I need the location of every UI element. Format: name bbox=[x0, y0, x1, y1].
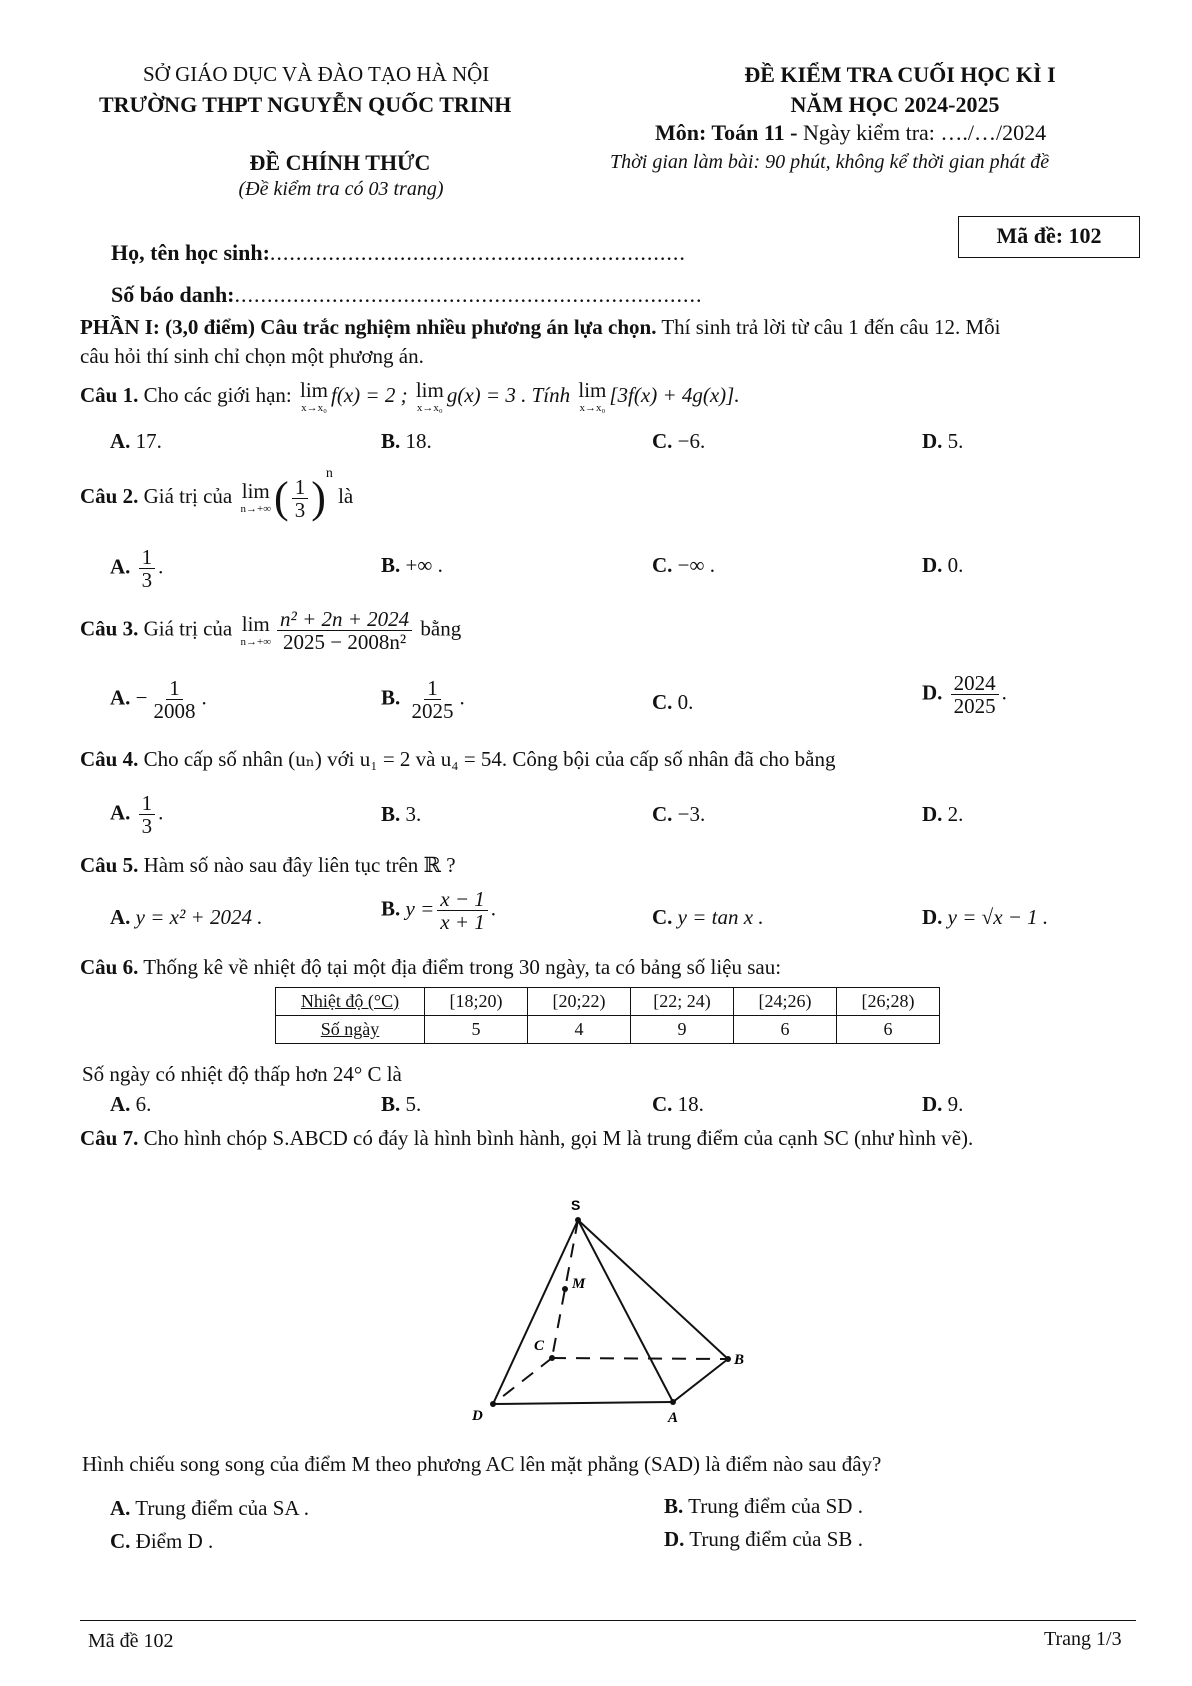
pages-note: (Đề kiểm tra có 03 trang) bbox=[238, 178, 444, 200]
option-letter: D. bbox=[922, 429, 943, 453]
lim-symbol: lim bbox=[415, 378, 444, 402]
question-label: Câu 7. bbox=[80, 1126, 139, 1150]
option-text: 6. bbox=[130, 1092, 152, 1116]
question-6 bbox=[80, 955, 781, 980]
department-name: SỞ GIÁO DỤC VÀ ĐÀO TẠO HÀ NỘI bbox=[143, 62, 490, 86]
student-id-field[interactable]: ........................................................................ bbox=[234, 282, 703, 307]
option-tail: . bbox=[459, 685, 465, 710]
exam-code: Mã đề: 102 bbox=[996, 223, 1102, 248]
option-d[interactable] bbox=[922, 1092, 963, 1117]
point-a bbox=[670, 1399, 676, 1405]
exam-title: ĐỀ KIỂM TRA CUỐI HỌC KÌ I bbox=[744, 62, 1056, 87]
fraction-denominator: 2025 bbox=[953, 694, 996, 719]
question-tail: bằng bbox=[420, 616, 462, 641]
label-m: M bbox=[572, 1276, 586, 1292]
question-label: Câu 5. bbox=[80, 853, 139, 877]
lim-subscript: n→+∞ bbox=[240, 635, 272, 648]
table-cell: Nhiệt độ (°C) bbox=[276, 988, 425, 1016]
table-cell: 4 bbox=[528, 1016, 631, 1044]
lim-subscript: x→x₀ bbox=[416, 402, 443, 414]
table-cell: [24;26) bbox=[734, 988, 837, 1016]
option-text: 18. bbox=[672, 1092, 704, 1116]
option-text: 0. bbox=[942, 553, 964, 577]
option-letter: B. bbox=[381, 1092, 401, 1116]
option-d[interactable] bbox=[922, 672, 1007, 717]
temperature-table bbox=[275, 987, 940, 1044]
fraction-denominator: 2025 − 2008n² bbox=[283, 630, 407, 655]
edge-ab bbox=[673, 1359, 728, 1402]
lim-symbol: lim bbox=[300, 378, 329, 402]
fraction-numerator: 2024 bbox=[951, 672, 999, 695]
option-letter: B. bbox=[381, 685, 401, 710]
point-m bbox=[562, 1286, 568, 1292]
option-text: y = tan x . bbox=[672, 905, 764, 929]
edge-da bbox=[493, 1402, 673, 1404]
limit-g: g(x) = 3 . Tính bbox=[446, 382, 571, 407]
option-text: y = x² + 2024 . bbox=[130, 905, 263, 929]
edge-sd bbox=[493, 1220, 578, 1404]
option-tail: . bbox=[1001, 680, 1007, 705]
option-d[interactable] bbox=[922, 802, 963, 827]
option-text: Trung điểm của SA . bbox=[130, 1496, 309, 1520]
point-d bbox=[490, 1401, 496, 1407]
option-letter: C. bbox=[652, 553, 673, 577]
edge-sb bbox=[578, 1220, 728, 1359]
question-label: Câu 4. bbox=[80, 747, 139, 771]
option-letter: B. bbox=[381, 802, 401, 826]
option-a[interactable] bbox=[110, 677, 207, 722]
fraction-numerator: n² + 2n + 2024 bbox=[277, 608, 412, 631]
official-label: ĐỀ CHÍNH THỨC bbox=[249, 150, 431, 175]
option-letter: D. bbox=[922, 553, 943, 577]
subject-label: Môn: Toán 11 - bbox=[655, 120, 798, 145]
option-c[interactable] bbox=[652, 553, 715, 578]
option-tail: . bbox=[158, 554, 164, 579]
table-cell: Số ngày bbox=[276, 1016, 425, 1044]
option-b[interactable] bbox=[381, 802, 421, 827]
option-text: 0. bbox=[672, 690, 694, 714]
edge-sa bbox=[578, 1220, 673, 1402]
option-letter: D. bbox=[922, 905, 943, 929]
student-name-line bbox=[111, 240, 686, 266]
pyramid-figure bbox=[460, 1190, 770, 1430]
question-label: Câu 3. bbox=[80, 616, 139, 641]
question-7 bbox=[80, 1126, 973, 1151]
fraction-denominator: 3 bbox=[141, 568, 153, 593]
option-letter: C. bbox=[110, 1529, 131, 1553]
option-a[interactable] bbox=[110, 1496, 309, 1521]
exam-code-box bbox=[958, 216, 1140, 258]
fraction-numerator: 1 bbox=[139, 792, 156, 815]
question-text: Thống kê về nhiệt độ tại một địa điểm trong 30 ngày, ta có bảng số liệu sau: bbox=[138, 955, 782, 979]
question-label: Câu 2. bbox=[80, 484, 139, 508]
option-letter: C. bbox=[652, 905, 673, 929]
fraction-denominator: 3 bbox=[141, 814, 153, 839]
table-row bbox=[276, 1016, 940, 1044]
fraction-denominator: 3 bbox=[294, 497, 306, 522]
footer-divider bbox=[80, 1620, 1136, 1621]
option-letter: A. bbox=[110, 905, 131, 929]
question-text: Hàm số nào sau đây liên tục trên ℝ ? bbox=[138, 853, 456, 877]
option-c[interactable] bbox=[652, 905, 764, 930]
fraction-denominator: 2008 bbox=[153, 699, 196, 724]
table-cell: 5 bbox=[425, 1016, 528, 1044]
fraction-numerator: 1 bbox=[166, 677, 183, 700]
option-c[interactable] bbox=[652, 1092, 704, 1117]
question-label: Câu 6. bbox=[80, 955, 139, 979]
subject-line bbox=[655, 120, 1046, 146]
label-s: S bbox=[571, 1197, 581, 1213]
option-text: 5. bbox=[942, 429, 964, 453]
option-letter: D. bbox=[922, 680, 943, 705]
fraction-numerator: 1 bbox=[424, 677, 441, 700]
question-text: Cho cấp số nhân (uₙ) với u₁ = 2 và u₄ = 54. Công bội của cấp số nhân đã cho bằng bbox=[138, 747, 836, 771]
option-text: Trung điểm của SD . bbox=[683, 1494, 863, 1518]
lim-subscript: n→+∞ bbox=[240, 503, 272, 516]
question-5 bbox=[80, 853, 456, 878]
option-text: 3. bbox=[400, 802, 422, 826]
option-a[interactable] bbox=[110, 1092, 151, 1117]
point-c bbox=[549, 1355, 555, 1361]
option-b[interactable] bbox=[381, 429, 432, 454]
point-s bbox=[575, 1217, 581, 1223]
exponent: n bbox=[325, 466, 333, 481]
option-tail: . bbox=[490, 896, 497, 921]
question-3 bbox=[80, 608, 461, 653]
point-b bbox=[725, 1356, 731, 1362]
option-letter: A. bbox=[110, 1092, 131, 1116]
option-b[interactable] bbox=[381, 888, 496, 933]
option-letter: A. bbox=[110, 554, 131, 579]
option-letter: B. bbox=[381, 553, 401, 577]
question-2: Câu 2. Giá trị của lim n→+∞ ( $\frac{1}{3}$ )$^n$ là bbox=[80, 466, 354, 523]
option-text: +∞ . bbox=[400, 553, 443, 577]
question-tail: là bbox=[338, 484, 354, 508]
option-tail: . bbox=[158, 800, 164, 825]
option-letter: A. bbox=[110, 685, 131, 710]
option-letter: D. bbox=[922, 802, 943, 826]
option-text: −3. bbox=[672, 802, 706, 826]
student-id-line bbox=[111, 282, 703, 308]
table-cell: 9 bbox=[631, 1016, 734, 1044]
question-6-subquestion: Số ngày có nhiệt độ thấp hơn 24° C là bbox=[82, 1062, 402, 1086]
question-text: Cho các giới hạn: bbox=[138, 382, 292, 407]
table-header-row bbox=[276, 988, 940, 1016]
question-label: Câu 1. bbox=[80, 382, 139, 407]
option-letter: B. bbox=[664, 1494, 684, 1518]
edge-cd bbox=[493, 1358, 552, 1404]
option-c[interactable] bbox=[110, 1529, 213, 1554]
option-d[interactable] bbox=[922, 429, 963, 454]
label-d: D bbox=[472, 1408, 483, 1424]
option-d[interactable] bbox=[922, 553, 963, 578]
option-text: 2. bbox=[942, 802, 964, 826]
table-cell: [26;28) bbox=[837, 988, 940, 1016]
option-letter: D. bbox=[664, 1527, 685, 1551]
option-a[interactable] bbox=[110, 429, 162, 454]
option-letter: B. bbox=[381, 429, 401, 453]
label-a: A bbox=[668, 1410, 679, 1426]
option-b[interactable] bbox=[664, 1494, 863, 1519]
option-letter: A. bbox=[110, 429, 131, 453]
student-name-label: Họ, tên học sinh: bbox=[111, 240, 270, 265]
edge-cb bbox=[552, 1358, 728, 1359]
limit-f: f(x) = 2 ; bbox=[331, 382, 408, 407]
option-text: −6. bbox=[672, 429, 706, 453]
school-year: NĂM HỌC 2024-2025 bbox=[790, 92, 1000, 117]
option-text: 17. bbox=[130, 429, 162, 453]
footer-page-number: Trang 1/3 bbox=[1044, 1628, 1122, 1650]
table-cell: [20;22) bbox=[528, 988, 631, 1016]
option-b[interactable] bbox=[381, 553, 443, 578]
part1-instructions-2: câu hỏi thí sinh chỉ chọn một phương án. bbox=[80, 344, 424, 368]
option-letter: C. bbox=[652, 802, 673, 826]
label-b: B bbox=[734, 1352, 745, 1368]
student-id-label: Số báo danh: bbox=[111, 282, 235, 307]
option-letter: A. bbox=[110, 800, 131, 825]
option-a[interactable] bbox=[110, 792, 163, 837]
option-tail: . bbox=[201, 685, 207, 710]
table-cell: 6 bbox=[734, 1016, 837, 1044]
footer-exam-code: Mã đề 102 bbox=[88, 1630, 174, 1652]
option-text: 9. bbox=[942, 1092, 964, 1116]
limit-expression: [3f(x) + 4g(x)]. bbox=[609, 382, 740, 407]
minus-sign: − bbox=[135, 685, 148, 710]
time-note: Thời gian làm bài: 90 phút, không kể thời gian phát đề bbox=[610, 151, 1050, 173]
option-text: −∞ . bbox=[672, 553, 715, 577]
option-text: Trung điểm của SB . bbox=[684, 1527, 863, 1551]
option-c[interactable] bbox=[652, 429, 705, 454]
option-d[interactable] bbox=[664, 1527, 863, 1552]
option-c[interactable] bbox=[652, 690, 693, 715]
option-letter: C. bbox=[652, 429, 673, 453]
part1-heading bbox=[80, 315, 1001, 340]
option-text: 5. bbox=[400, 1092, 422, 1116]
school-name: TRƯỜNG THPT NGUYỄN QUỐC TRINH bbox=[99, 92, 512, 117]
part1-instructions: Thí sinh trả lời từ câu 1 đến câu 12. Mỗi bbox=[656, 315, 1001, 339]
fraction-numerator: 1 bbox=[292, 476, 309, 499]
option-b[interactable] bbox=[381, 677, 465, 722]
fraction-numerator: x − 1 bbox=[437, 888, 488, 911]
option-text: y = √x − 1 . bbox=[942, 905, 1049, 929]
part1-title: PHẦN I: (3,0 điểm) Câu trắc nghiệm nhiều phương án lựa chọn. bbox=[80, 315, 657, 339]
fraction-numerator: 1 bbox=[139, 546, 156, 569]
lim-subscript: x→x₀ bbox=[579, 402, 606, 414]
fraction-denominator: 2025 bbox=[411, 699, 454, 724]
table-cell: [22; 24) bbox=[631, 988, 734, 1016]
option-b[interactable] bbox=[381, 1092, 421, 1117]
lim-symbol: lim bbox=[241, 479, 270, 504]
student-name-field[interactable]: ................................................................ bbox=[269, 240, 686, 265]
label-c: C bbox=[534, 1338, 545, 1354]
exam-date: Ngày kiểm tra: …./…/2024 bbox=[797, 120, 1047, 145]
lim-subscript: x→x₀ bbox=[301, 402, 327, 414]
table-cell: [18;20) bbox=[425, 988, 528, 1016]
option-a[interactable] bbox=[110, 905, 262, 930]
question-text: Cho hình chóp S.ABCD có đáy là hình bình hành, gọi M là trung điểm của cạnh SC (như hình vẽ). bbox=[138, 1126, 974, 1150]
question-text: Giá trị của bbox=[138, 616, 233, 641]
question-7-subquestion: Hình chiếu song song của điểm M theo phương AC lên mặt phẳng (SAD) là điểm nào sau đây? bbox=[82, 1452, 882, 1476]
question-4 bbox=[80, 747, 836, 772]
option-letter: C. bbox=[652, 690, 673, 714]
option-a[interactable] bbox=[110, 546, 163, 591]
table-cell: 6 bbox=[837, 1016, 940, 1044]
option-text: 18. bbox=[400, 429, 432, 453]
lim-symbol: lim bbox=[578, 378, 607, 402]
option-c[interactable] bbox=[652, 802, 705, 827]
option-text: y = bbox=[400, 896, 435, 921]
fraction-denominator: x + 1 bbox=[440, 910, 485, 935]
question-1 bbox=[80, 380, 740, 414]
lim-symbol: lim bbox=[241, 611, 270, 636]
option-text: Điểm D . bbox=[130, 1529, 214, 1553]
option-d[interactable] bbox=[922, 905, 1048, 930]
option-letter: B. bbox=[381, 896, 401, 921]
option-letter: D. bbox=[922, 1092, 943, 1116]
question-text: Giá trị của bbox=[138, 484, 233, 508]
option-letter: C. bbox=[652, 1092, 673, 1116]
option-letter: A. bbox=[110, 1496, 131, 1520]
